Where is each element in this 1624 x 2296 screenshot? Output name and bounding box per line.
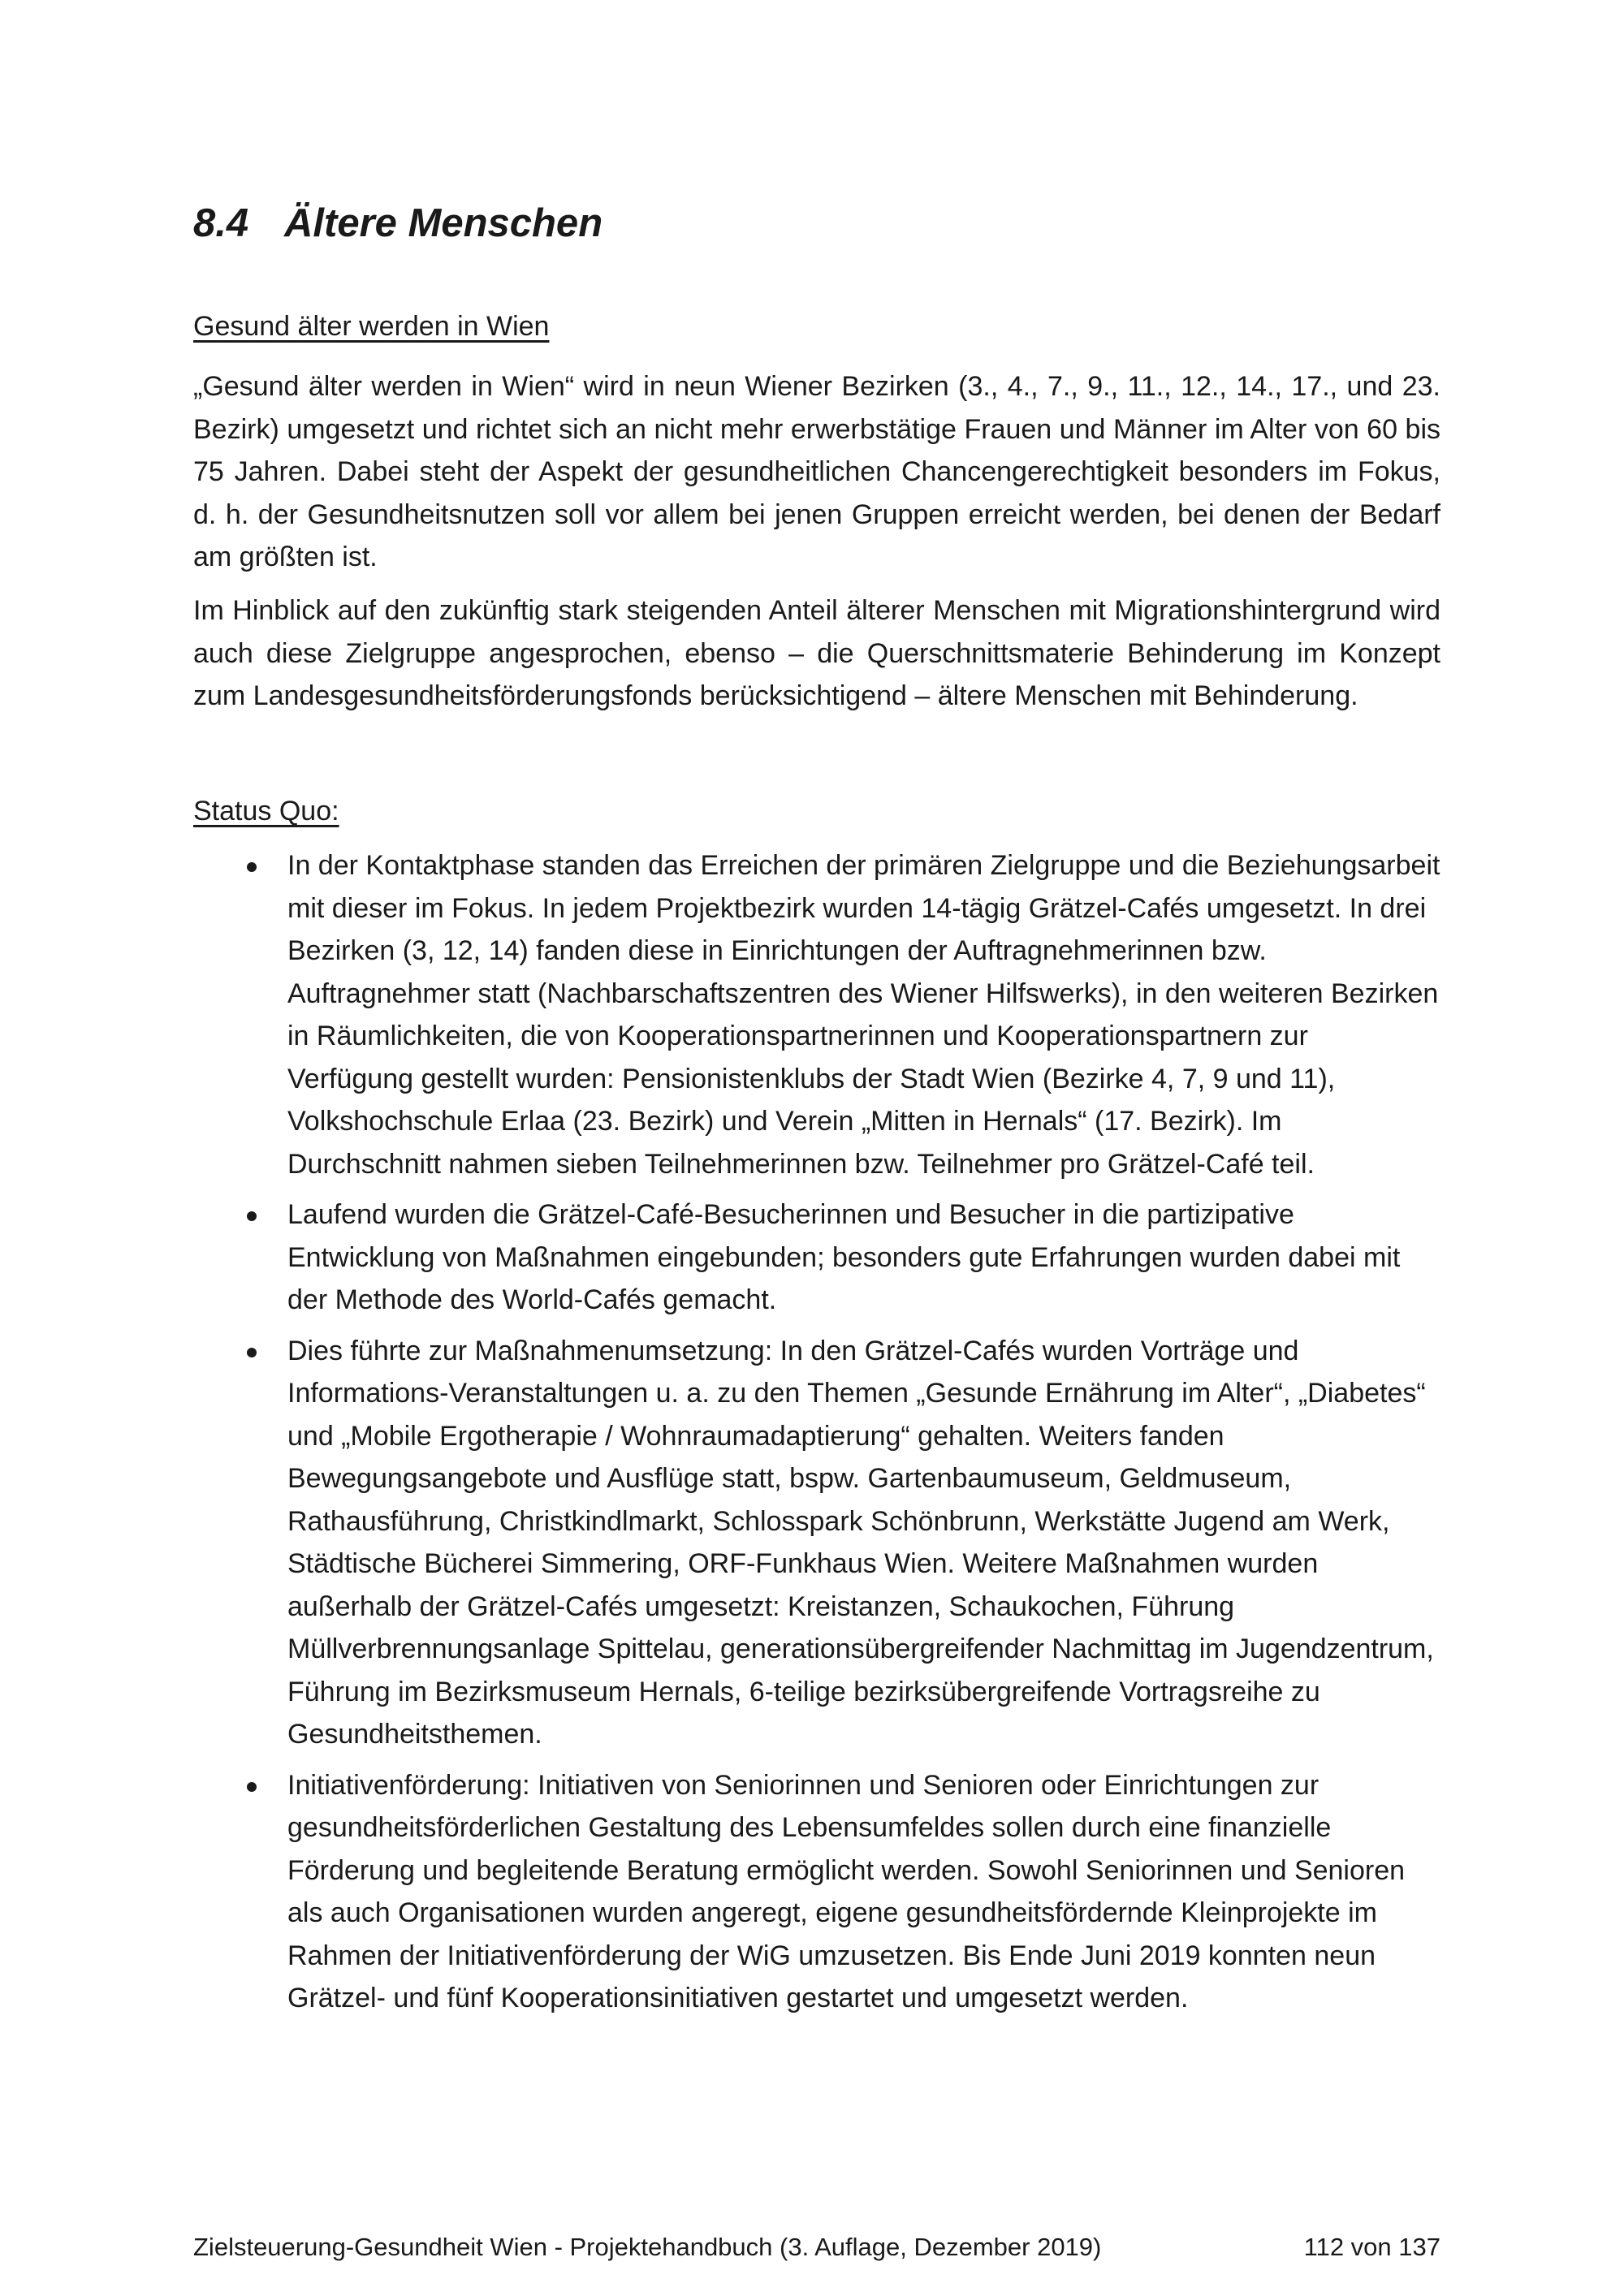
list-item: [193, 1330, 1440, 1756]
bullet-text: Dies führte zur Maßnahmenumsetzung: In den Grätzel-Cafés wurden Vorträge und Informations-Veranstaltungen u. a. zu den Themen „Gesunde Ernährung im Alter“, „Diabetes“ und „Mobile Ergotherapie / Wohnraumadaptierung“ gehalten. Weiters fanden Bewegungsangebote und Ausflüge statt, bspw. Gartenbaumuseum, Geldmuseum, Rathausführung, Christkindlmarkt, Schlosspark Schönbrunn, Werkstätte Jugend am Werk, Städtische Bücherei Simmering, ORF-Funkhaus Wien. Weitere Maßnahmen wurden außerhalb der Grätzel-Cafés umgesetzt: Kreistanzen, Schaukochen, Führung Müllverbrennungsanlage Spittelau, generationsübergreifender Nachmittag im Jugendzentrum, Führung im Bezirksmuseum Hernals, 6-teilige bezirksübergreifende Vortragsreihe zu Gesundheitsthemen.: [287, 1335, 1434, 1750]
status-bullet-list: [193, 844, 1440, 2028]
section-number: 8.4: [193, 201, 249, 245]
intro-subheading: Gesund älter werden in Wien: [193, 311, 550, 342]
list-item: [193, 844, 1440, 1185]
bullet-icon: [247, 1782, 257, 1792]
bullet-text: In der Kontaktphase standen das Erreichen der primären Zielgruppe und die Beziehungsarbeit mit dieser im Fokus. In jedem Projektbezirk wurden 14-tägig Grätzel-Cafés umgesetzt. In drei Bezirken (3, 12, 14) fanden diese in Einrichtungen der Auftragnehmerinnen bzw. Auftragnehmer statt (Nachbarschaftszentren des Wiener Hilfswerks), in den weiteren Bezirken in Räumlichkeiten, die von Kooperationspartnerinnen und Kooperationspartnern zur Verfügung gestellt wurden: Pensionistenklubs der Stadt Wien (Bezirke 4, 7, 9 und 11), Volkshochschule Erlaa (23. Bezirk) und Verein „Mitten in Hernals“ (17. Bezirk). Im Durchschnitt nahmen sieben Teilnehmerinnen bzw. Teilnehmer pro Grätzel-Café teil.: [287, 850, 1440, 1180]
section-title: Ältere Menschen: [284, 201, 603, 245]
bullet-text: Initiativenförderung: Initiativen von Seniorinnen und Senioren oder Einrichtungen zur gesundheitsförderlichen Gestaltung des Lebensumfeldes sollen durch eine finanzielle Förderung und begleitende Beratung ermöglicht werden. Sowohl Seniorinnen und Senioren als auch Organisationen wurden angeregt, eigene gesundheitsfördernde Kleinprojekte im Rahmen der Initiativenförderung der WiG umzusetzen. Bis Ende Juni 2019 konnten neun Grätzel- und fünf Kooperationsinitiativen gestartet und umgesetzt werden.: [287, 1769, 1406, 2013]
page-footer: [193, 2229, 1440, 2265]
bullet-icon: [247, 1348, 257, 1357]
section-heading: [193, 195, 603, 252]
status-subheading: Status Quo:: [193, 796, 339, 826]
bullet-icon: [247, 1211, 257, 1221]
bullet-icon: [247, 862, 257, 872]
footer-title: Zielsteuerung-Gesundheit Wien - Projektehandbuch (3. Auflage, Dezember 2019): [193, 2233, 1102, 2261]
intro-paragraph-2: Im Hinblick auf den zukünftig stark steigenden Anteil älterer Menschen mit Migrationshintergrund wird auch diese Zielgruppe angesprochen, ebenso – die Querschnittsmaterie Behinderung im Konzept zum Landesgesundheitsförderungsfonds berücksichtigend – ältere Menschen mit Behinderung.: [193, 595, 1440, 711]
page-number: 112 von 137: [1303, 2233, 1440, 2261]
intro-paragraph-1: „Gesund älter werden in Wien“ wird in neun Wiener Bezirken (3., 4., 7., 9., 11., 12., 14., 17., und 23. Bezirk) umgesetzt und richtet sich an nicht mehr erwerbstätige Frauen und Männer im Alter von 60 bis 75 Jahren. Dabei steht der Aspekt der gesundheitlichen Chancengerechtigkeit besonders im Fokus, d. h. der Gesundheitsnutzen soll vor allem bei jenen Gruppen erreicht werden, bei denen der Bedarf am größten ist.: [193, 371, 1440, 572]
list-item: [193, 1764, 1440, 2020]
list-item: [193, 1193, 1440, 1322]
bullet-text: Laufend wurden die Grätzel-Café-Besucherinnen und Besucher in die partizipative Entwicklung von Maßnahmen eingebunden; besonders gute Erfahrungen wurden dabei mit der Methode des World-Cafés gemacht.: [287, 1199, 1401, 1315]
